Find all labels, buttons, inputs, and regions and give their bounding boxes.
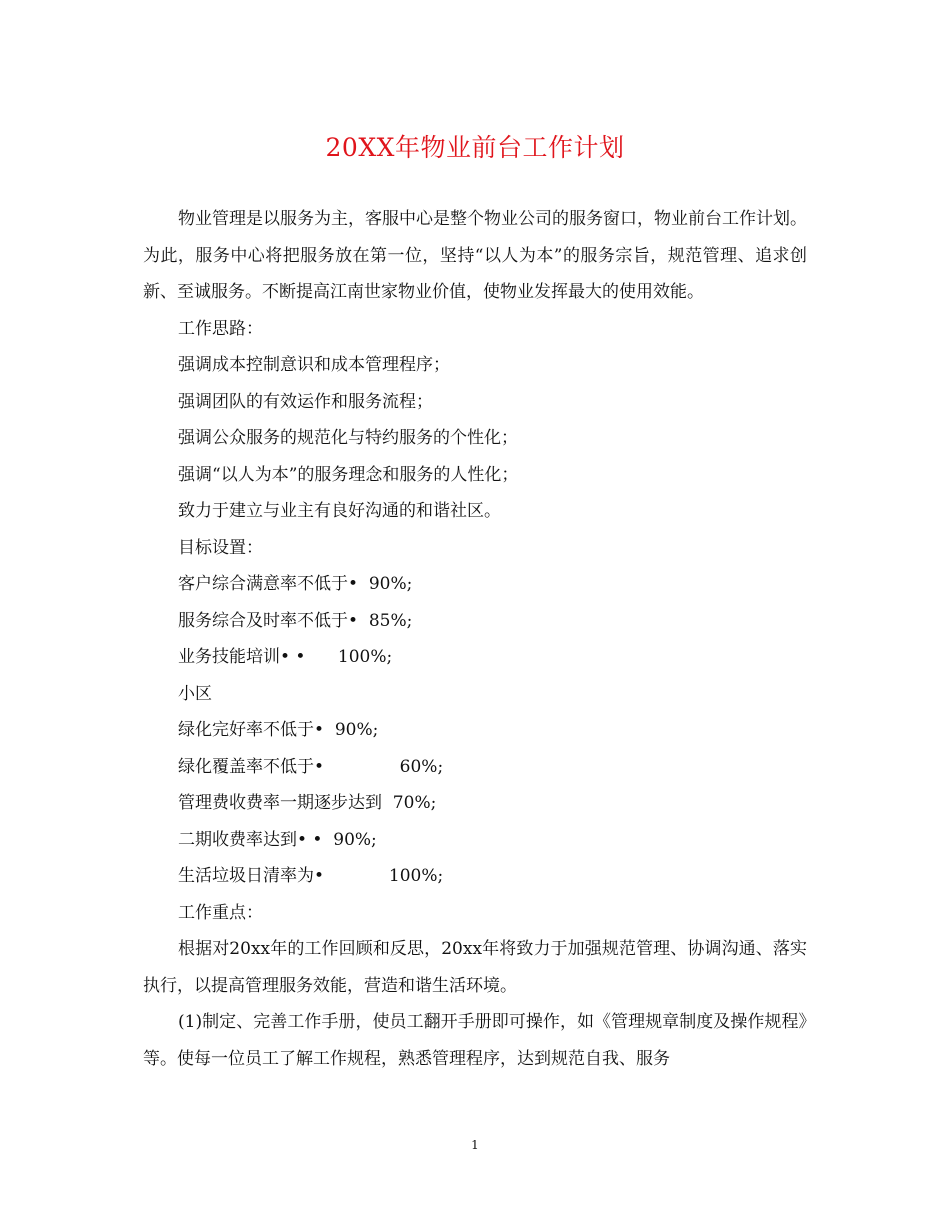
target-item: 客户综合满意率不低于• 90%;: [178, 574, 413, 594]
intro-paragraph: 物业管理是以服务为主，客服中心是整个物业公司的服务窗口，物业前台工作计划。为此，服务中心将把服务放在第一位，坚持“以人为本”的服务宗旨，规范管理、追求创新、至诚服务。不断提高江南世家物业价值，使物业发挥最大的使用效能。: [143, 209, 807, 302]
section-heading-targets: 目标设置：: [178, 537, 263, 558]
target-item: 二期收费率达到• • 90%;: [178, 829, 377, 850]
section-heading-focus: 工作重点：: [178, 902, 263, 923]
page-number: 1: [471, 1138, 479, 1152]
focus-paragraph-1: 根据对20xx年的工作回顾和反思，20xx年将致力于加强规范管理、协调沟通、落实执行，以提高管理服务效能，营造和谐生活环境。: [143, 939, 807, 996]
target-item: 小区: [178, 683, 212, 704]
target-item: 绿化覆盖率不低于• 60%;: [178, 756, 444, 777]
target-item: 服务综合及时率不低于• 85%;: [178, 610, 413, 631]
document-body: [143, 201, 807, 1077]
list-item: 强调公众服务的规范化与特约服务的个性化；: [178, 428, 518, 448]
target-item: 绿化完好率不低于• 90%;: [178, 720, 379, 740]
list-item: 强调“以人为本”的服务理念和服务的人性化；: [178, 464, 519, 485]
section-heading-thinking: 工作思路：: [178, 318, 263, 339]
list-item: 致力于建立与业主有良好沟通的和谐社区。: [178, 501, 501, 521]
list-item: 强调成本控制意识和成本管理程序；: [178, 355, 450, 375]
target-item: 管理费收费率一期逐步达到 70%;: [178, 793, 437, 813]
target-item: 生活垃圾日清率为• 100%;: [178, 866, 444, 886]
target-item: 业务技能培训• • 100%;: [178, 647, 393, 667]
document-title: 20XX年物业前台工作计划: [325, 133, 625, 162]
focus-paragraph-2: (1)制定、完善工作手册，使员工翻开手册即可操作，如《管理规章制度及操作规程》等。使每一位员工了解工作规程，熟悉管理程序，达到规范自我、服务: [143, 1012, 807, 1069]
list-item: 强调团队的有效运作和服务流程；: [178, 391, 433, 412]
